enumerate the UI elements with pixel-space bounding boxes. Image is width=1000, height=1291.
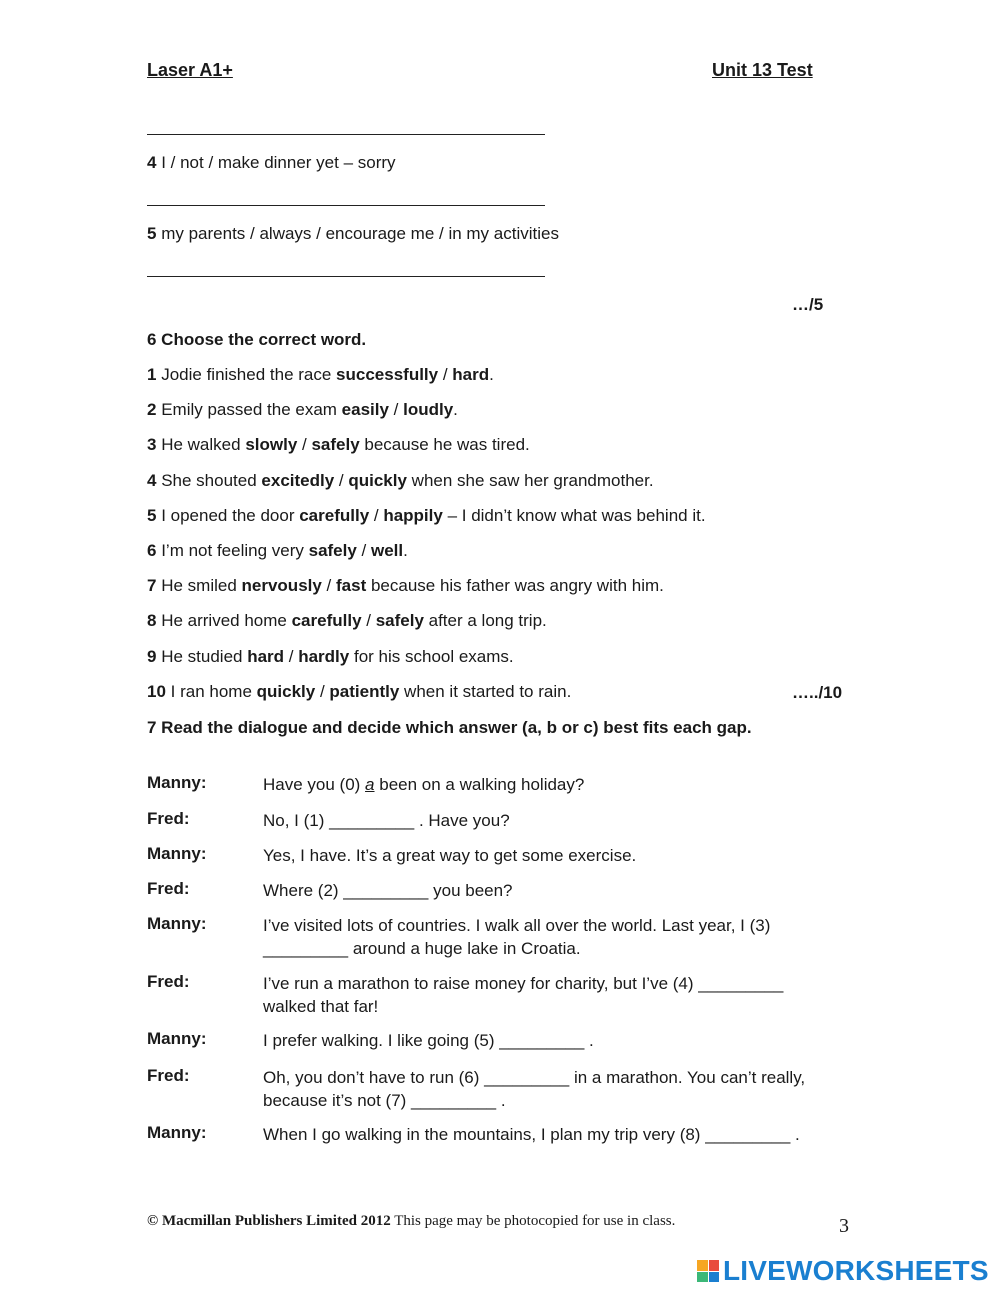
item-text-end: after a long trip. [423, 611, 547, 630]
item-number: 1 [147, 365, 157, 384]
item-text-end: when it started to rain. [399, 682, 572, 701]
answer-line [147, 276, 545, 277]
option-1: easily [341, 400, 389, 419]
liveworksheets-logo-icon [697, 1260, 719, 1282]
item-text-end: for his school exams. [349, 647, 514, 666]
option-separator: / [369, 506, 384, 525]
option-2: fast [336, 576, 367, 595]
speaker-label: Manny: [147, 914, 207, 933]
item-text: He walked [161, 435, 246, 454]
option-2: quickly [348, 471, 407, 490]
item-text-end: . [489, 365, 494, 384]
example-answer: a [365, 775, 375, 794]
copyright-note: © Macmillan Publishers Limited 2012 This page may be photocopied for use in class. [147, 1213, 676, 1229]
option-separator: / [334, 471, 349, 490]
speaker-label: Fred: [147, 879, 190, 898]
speaker-label: Manny: [147, 1029, 207, 1048]
option-separator: / [297, 435, 312, 454]
ex6-item [147, 471, 654, 491]
answer-line [147, 134, 545, 135]
option-2: loudly [403, 400, 454, 419]
option-1: nervously [241, 576, 322, 595]
item-number: 9 [147, 647, 157, 666]
option-1: quickly [256, 682, 316, 701]
item-number: 8 [147, 611, 157, 630]
item-text: Emily passed the exam [161, 400, 342, 419]
item-text: He arrived home [161, 611, 292, 630]
item-text-end: when she saw her grandmother. [406, 471, 654, 490]
speech-line-part: _________ around a huge lake in Croatia. [263, 939, 581, 958]
speech-line: When I go walking in the mountains, I plan my trip very (8) _________ . [263, 1125, 800, 1144]
speech-line-part: Oh, you don’t have to run (6) _________ in a marathon. You can’t really, [263, 1068, 806, 1087]
option-1: hard [247, 647, 285, 666]
speech-line [263, 914, 848, 960]
ex6-item [147, 611, 547, 631]
speech-line: Have you (0) a been on a walking holiday? [263, 775, 585, 794]
option-1: carefully [299, 506, 370, 525]
item-text: I / not / make dinner yet – sorry [161, 153, 396, 172]
item-text-end: because he was tired. [359, 435, 530, 454]
option-separator: / [321, 576, 336, 595]
ex6-item [147, 576, 664, 596]
item-text: Jodie finished the race [161, 365, 337, 384]
option-1: successfully [336, 365, 439, 384]
option-separator: / [388, 400, 404, 419]
speaker-label: Fred: [147, 1066, 190, 1085]
option-2: happily [383, 506, 443, 525]
speech-line-part: I’ve visited lots of countries. I walk all over the world. Last year, I (3) [263, 916, 771, 935]
option-2: safely [375, 611, 424, 630]
ex6-item [147, 435, 530, 455]
speech-line-part: because it’s not (7) _________ . [263, 1091, 506, 1110]
item-number: 4 [147, 471, 157, 490]
speech-line: I prefer walking. I like going (5) _________ . [263, 1031, 594, 1050]
item-text-end: . [403, 541, 408, 560]
option-1: safely [308, 541, 357, 560]
item-text: I’m not feeling very [161, 541, 309, 560]
ex6-title: 6 Choose the correct word. [147, 330, 367, 349]
speech-line: Yes, I have. It’s a great way to get some exercise. [263, 846, 637, 865]
ex6-item [147, 682, 571, 702]
option-1: slowly [245, 435, 298, 454]
speaker-label: Fred: [147, 809, 190, 828]
ex6-item [147, 365, 494, 385]
speech-line-part: walked that far! [263, 997, 379, 1016]
item-number: 5 [147, 506, 157, 525]
item-text: I opened the door [161, 506, 300, 525]
speaker-label: Manny: [147, 844, 207, 863]
speech-line [263, 1066, 848, 1112]
speaker-label: Manny: [147, 1123, 207, 1142]
ex6-score: …../10 [792, 683, 843, 702]
option-separator: / [356, 541, 371, 560]
item-text-end: – I didn’t know what was behind it. [442, 506, 706, 525]
option-separator: / [361, 611, 376, 630]
header-left: Laser A1+ [147, 60, 233, 80]
option-2: well [370, 541, 404, 560]
item-number: 2 [147, 400, 157, 419]
option-separator: / [315, 682, 330, 701]
option-2: safely [311, 435, 360, 454]
speech-line: No, I (1) _________ . Have you? [263, 811, 510, 830]
liveworksheets-logo[interactable] [697, 1255, 989, 1287]
ex6-item [147, 400, 458, 420]
item-text: He smiled [161, 576, 242, 595]
item-number: 5 [147, 224, 157, 243]
item-number: 4 [147, 153, 157, 172]
item-number: 7 [147, 576, 157, 595]
speech-line [263, 972, 848, 1018]
option-2: hardly [298, 647, 350, 666]
ex6-item [147, 647, 514, 667]
option-2: hard [452, 365, 490, 384]
speaker-label: Manny: [147, 773, 207, 792]
watermark-text: LIVEWORKSHEETS [723, 1255, 989, 1286]
page-number: 3 [839, 1215, 849, 1237]
option-2: patiently [329, 682, 400, 701]
item-number: 6 [147, 541, 157, 560]
item-text: my parents / always / encourage me / in my activities [161, 224, 559, 243]
ex6-item [147, 506, 706, 526]
item-text-end: . [453, 400, 458, 419]
speech-line: Where (2) _________ you been? [263, 881, 513, 900]
item-text: I ran home [170, 682, 257, 701]
item-text-end: because his father was angry with him. [366, 576, 664, 595]
ex7-title: 7 Read the dialogue and decide which answer (a, b or c) best fits each gap. [147, 718, 752, 737]
option-separator: / [284, 647, 299, 666]
item-text: She shouted [161, 471, 262, 490]
speaker-label: Fred: [147, 972, 190, 991]
header-right: Unit 13 Test [712, 60, 813, 80]
option-1: excitedly [261, 471, 335, 490]
item-number: 10 [147, 682, 166, 701]
ex5-item [147, 224, 559, 244]
ex5-item [147, 153, 396, 173]
ex5-score: …/5 [792, 295, 824, 314]
option-separator: / [438, 365, 453, 384]
item-text: He studied [161, 647, 248, 666]
option-1: carefully [291, 611, 362, 630]
ex6-item [147, 541, 408, 561]
item-number: 3 [147, 435, 157, 454]
answer-line [147, 205, 545, 206]
speech-line-part: I’ve run a marathon to raise money for charity, but I’ve (4) _________ [263, 974, 784, 993]
